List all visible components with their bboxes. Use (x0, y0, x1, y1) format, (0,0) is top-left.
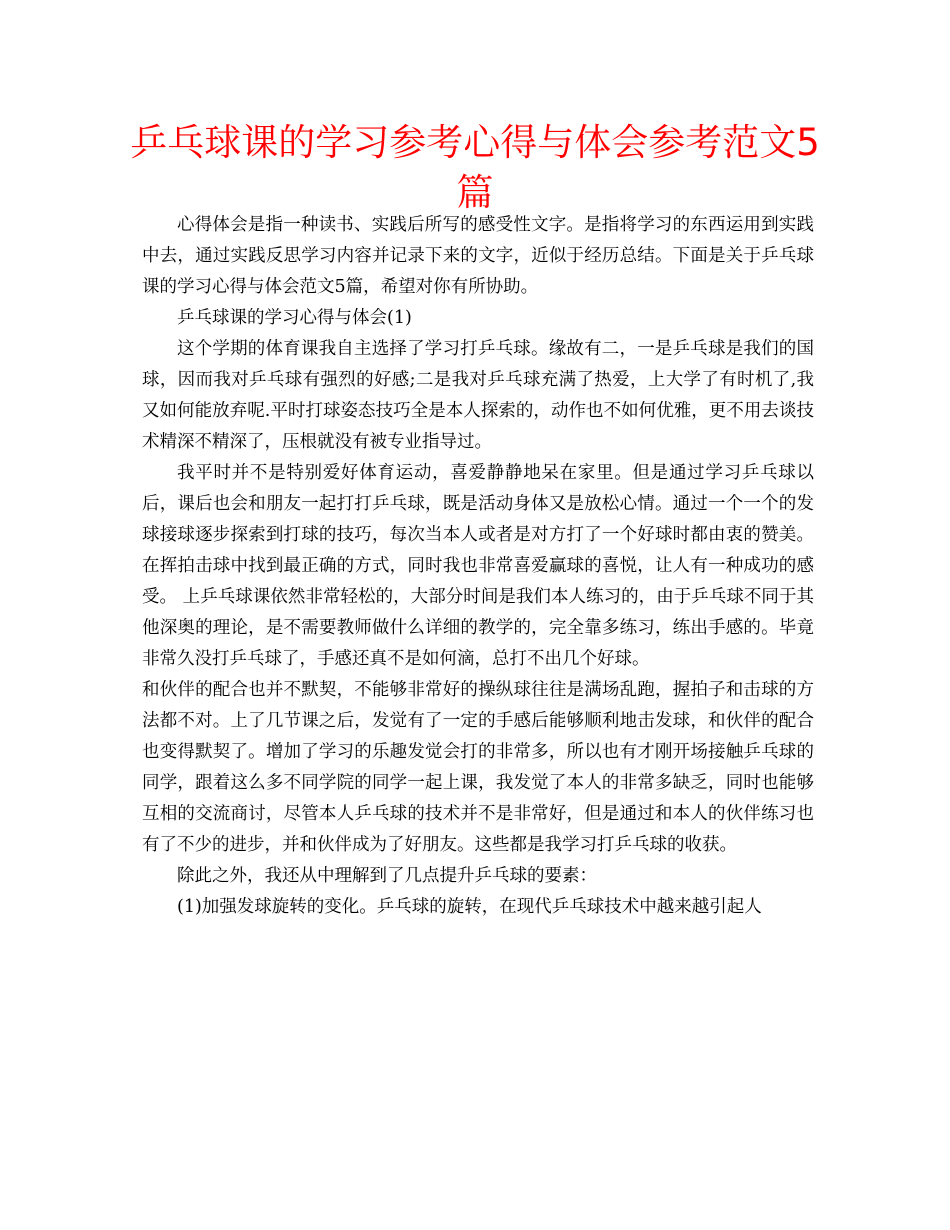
body-paragraph: 这个学期的体育课我自主选择了学习打乒乓球。缘故有二，一是乒乓球是我们的国球，因而我对乒乓球有强烈的好感;二是我对乒乓球充满了热爱，上大学了有时机了,我又如何能放弃呢.平时打球姿态技巧全是本人探索的，动作也不如何优雅，更不用去谈技术精深不精深了，压根就没有被专业指导过。 (142, 339, 814, 452)
intro-paragraph: 心得体会是指一种读书、实践后所写的感受性文字。是指将学习的东西运用到实践中去，通过实践反思学习内容并记录下来的文字，近似于经历总结。下面是关于乒乓球课的学习心得与体会范文5篇，希望对你有所协助。 (142, 215, 814, 297)
section-heading: 乒乓球课的学习心得与体会(1) (177, 308, 412, 328)
body-paragraph: 和伙伴的配合也并不默契，不能够非常好的操纵球往往是满场乱跑，握拍子和击球的方法都不对。上了几节课之后，发觉有了一定的手感后能够顺利地击发球，和伙伴的配合也变得默契了。增加了学习的乐趣发觉会打的非常多，所以也有才刚开场接触乒乓球的同学，跟着这么多不同学院的同学一起上课，我发觉了本人的非常多缺乏，同时也能够互相的交流商讨，尽管本人乒乓球的技术并不是非常好，但是通过和本人的伙伴练习也有了不少的进步，并和伙伴成为了好朋友。这些都是我学习打乒乓球的收获。 (142, 680, 814, 855)
body-paragraph: 我平时并不是特别爱好体育运动，喜爱静静地呆在家里。但是通过学习乒乓球以后，课后也会和朋友一起打打乒乓球，既是活动身体又是放松心情。通过一个一个的发球接球逐步探索到打球的技巧，每次当本人或者是对方打了一个好球时都由衷的赞美。在挥拍击球中找到最正确的方式，同时我也非常喜爱赢球的喜悦，让人有一种成功的感受。 上乒乓球课依然非常轻松的，大部分时间是我们本人练习的，由于乒乓球不同于其他深奥的理论，是不需要教师做什么详细的教学的，完全靠多练习，练出手感的。毕竟非常久没打乒乓球了，手感还真不是如何滴，总打不出几个好球。 (142, 463, 814, 669)
document-title: 乒乓球课的学习参考心得与体会参考范文5篇 (130, 121, 820, 214)
body-paragraph: (1)加强发球旋转的变化。乒乓球的旋转，在现代乒乓球技术中越来越引起人 (177, 897, 762, 917)
document-body (142, 210, 814, 923)
body-paragraph: 除此之外，我还从中理解到了几点提升乒乓球的要素： (177, 866, 597, 886)
